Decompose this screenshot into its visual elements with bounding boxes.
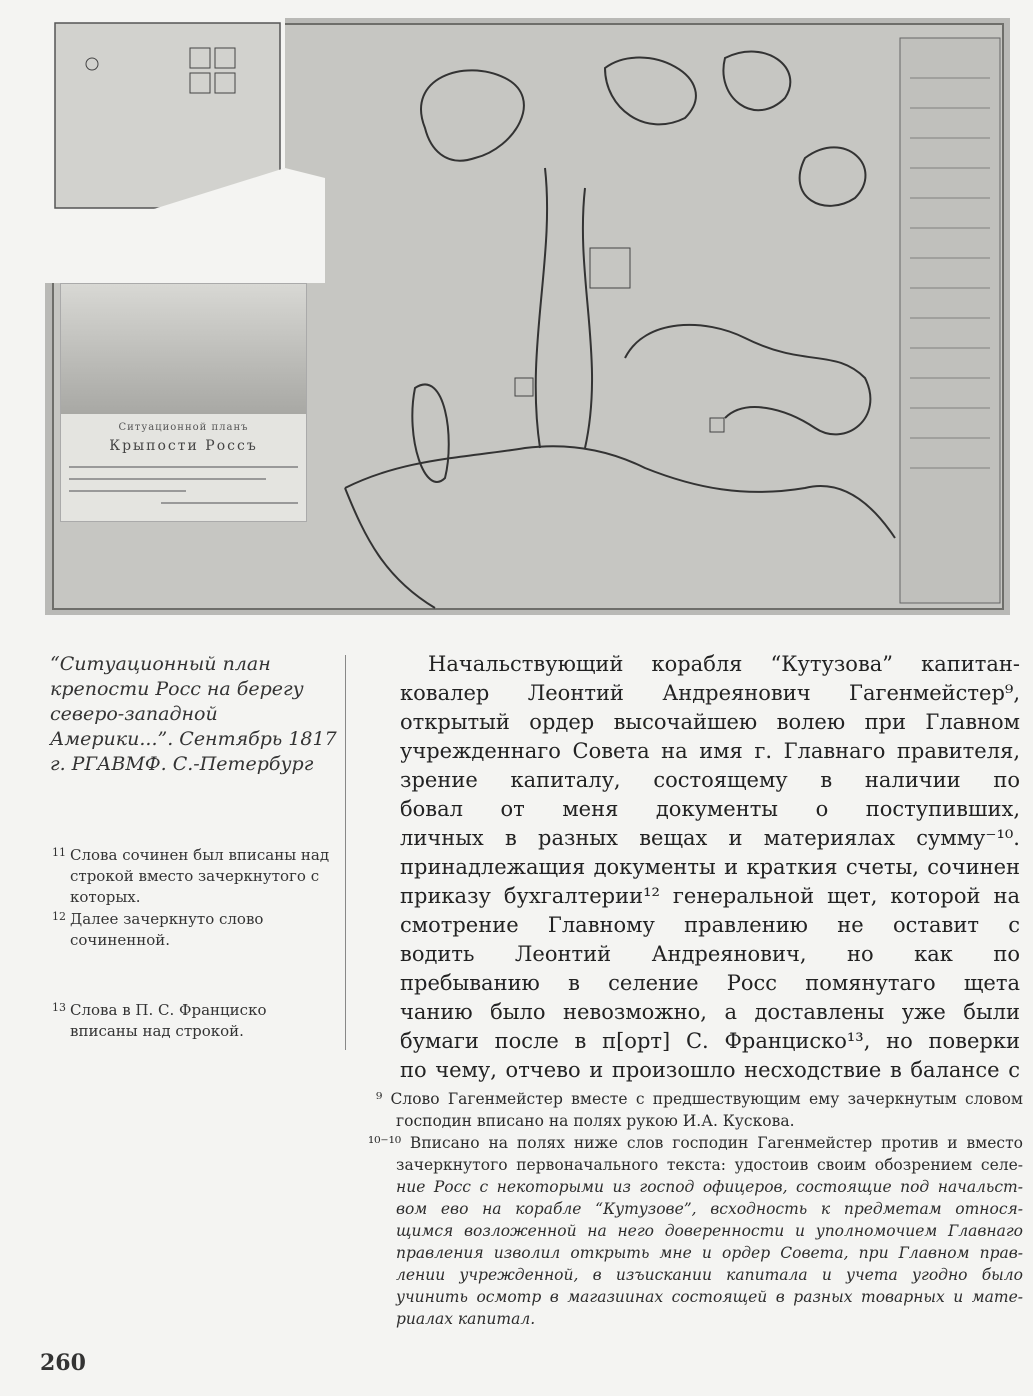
footnote-line: вом ево на корабле “Кутузове”, всходность к предметам относя-: [396, 1200, 1023, 1218]
text-line: зрение капиталу, состоящему в наличии по: [400, 768, 1020, 792]
text-line: смотрение Главному правлению не оставит с: [400, 913, 1020, 937]
inset-landscape-drawing: [61, 284, 306, 414]
text-line: бовал от меня документы о поступивших,: [400, 797, 1020, 821]
figure-caption: “Ситуационный план крепости Росс на берегу северо-западной Америки...”. Сентябрь 1817 г. РГАВМФ. С.-Петербург: [50, 653, 337, 775]
text-line: открытый ордер высочайшею волею при Главном: [400, 710, 1020, 734]
inset-script-line: [161, 502, 298, 504]
text-line: личных в разных вещах и материялах сумму⁻¹⁰.: [400, 826, 1020, 850]
text-line: ковалер Леонтий Андреянович Гагенмейстер⁹,: [400, 681, 1020, 705]
footnote-line: зачеркнутого первоначального текста: удостоив своим обозрением селе-: [396, 1156, 1023, 1174]
text-line: Начальствующий корабля “Кутузова” капитан-: [428, 652, 1020, 676]
text-line: принадлежащия документы и краткия счеты, сочинен: [400, 855, 1020, 879]
inset-script-line: [69, 490, 186, 492]
footnotes: [368, 1088, 1023, 1330]
side-note-number: 13: [52, 1001, 66, 1014]
footnote-line: учинить осмотр в магазиинах состоящей в разных товарных и мате-: [396, 1288, 1023, 1306]
inset-title-cartouche: [60, 283, 307, 522]
side-note-text: Слова сочинен был вписаны над строкой вместо зачеркнутого с которых.: [70, 846, 330, 906]
text-line: приказу бухгалтерии¹² генеральной щет, которой на: [400, 884, 1020, 908]
main-text: [400, 650, 1020, 1085]
footnote-line: щимся возложенной на него доверенности и уполномочием Главнаго: [396, 1222, 1023, 1240]
text-line: по чему, отчево и произошло несходствие в балансе с: [400, 1058, 1020, 1082]
side-note-text: Слова в П. С. Франциско вписаны над строкой.: [70, 1001, 267, 1040]
footnote-line: господин вписано на полях рукою И.А. Кускова.: [396, 1112, 795, 1130]
side-note-11: [52, 845, 337, 908]
footnote-9: ⁹ Слово Гагенмейстер вместе с предшествующим ему зачеркнутым словом: [376, 1090, 1023, 1108]
inset-title-line-2: Крыпости Россъ: [109, 438, 258, 454]
side-note-number: 11: [52, 846, 66, 859]
footnote-line: лении учрежденной, в изъискании капитала и учета угодно было: [396, 1266, 1023, 1284]
text-line: учрежденнаго Совета на имя г. Главнаго правителя,: [400, 739, 1020, 763]
text-line: водить Леонтий Андреянович, но как по: [400, 942, 1020, 966]
footnote-line: правления изволил открыть мне и ордер Совета, при Главном прав-: [396, 1244, 1023, 1262]
inset-script-line: [69, 466, 298, 468]
inset-script-line: [69, 478, 266, 480]
column-divider: [345, 655, 346, 1050]
side-note-13: [52, 1000, 337, 1042]
side-note-text: Далее зачеркнуто слово сочиненной.: [70, 910, 264, 949]
page-number: 260: [40, 1350, 86, 1376]
side-note-12: [52, 909, 337, 951]
inset-title-line-1: Ситуационной планъ: [118, 422, 249, 433]
footnote-line: ние Росс с некоторыми из господ офицеров, состоящие под начальст-: [396, 1178, 1023, 1196]
footnote-line: риалах капитал.: [396, 1310, 536, 1328]
text-line: пребыванию в селение Росс помянутаго щета: [400, 971, 1020, 995]
side-note-number: 12: [52, 910, 66, 923]
text-line: бумаги после в п[орт] С. Франциско¹³, но поверки: [400, 1029, 1020, 1053]
text-line: чанию было невозможно, а доставлены уже были: [400, 1000, 1020, 1024]
footnote-10: ¹⁰⁻¹⁰ Вписано на полях ниже слов господин Гагенмейстер против и вместо: [368, 1134, 1023, 1152]
